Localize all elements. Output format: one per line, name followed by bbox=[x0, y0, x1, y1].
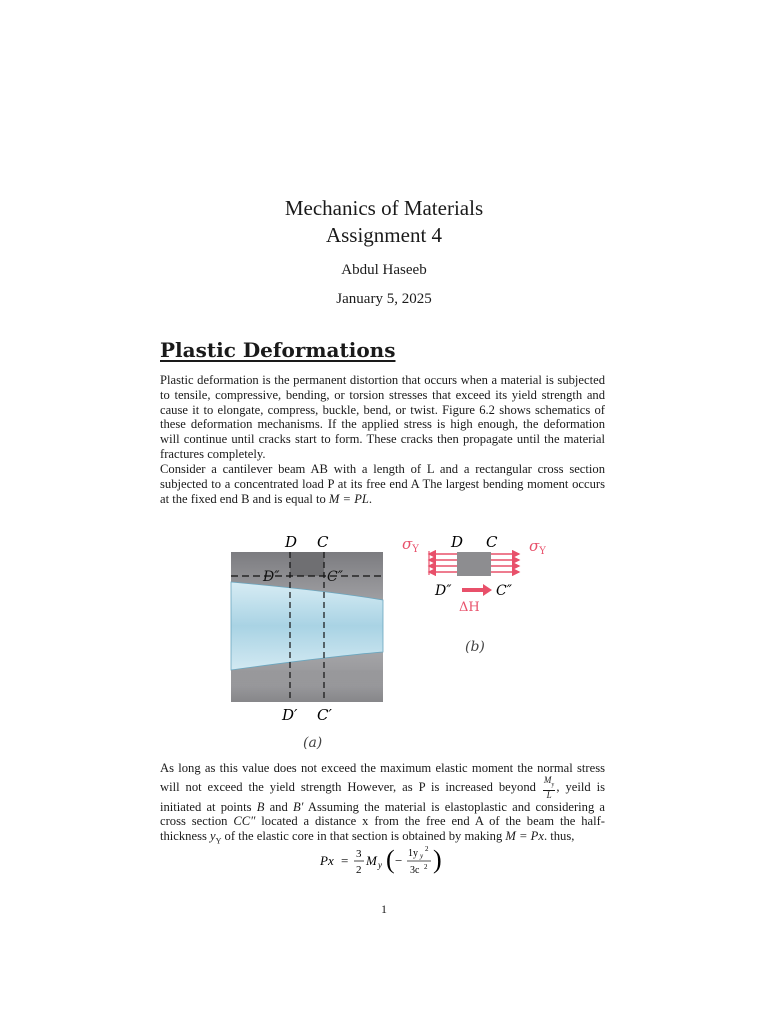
frac-denominator: L bbox=[546, 789, 552, 800]
sigma-left: $\sigma_Y$ bbox=[402, 535, 419, 555]
document-title: Mechanics of Materials bbox=[284, 196, 484, 220]
frac-numerator: M bbox=[543, 774, 552, 785]
delta-h-arrow bbox=[462, 584, 492, 596]
eq-inner-den-sup: 2 bbox=[424, 863, 428, 871]
eq-paren-right: ) bbox=[433, 845, 442, 874]
math-moment: M = PL bbox=[328, 491, 369, 506]
label-b-d-double: D″ bbox=[435, 583, 452, 599]
document-subtitle: Assignment 4 bbox=[325, 223, 443, 247]
eq-coef-num: 3 bbox=[356, 848, 362, 860]
eq-inner-num: 1y bbox=[408, 848, 418, 859]
eq-m-sub: y bbox=[378, 860, 382, 870]
label-b-c: C bbox=[486, 533, 498, 551]
equation-svg bbox=[318, 843, 458, 883]
beam-figure-svg bbox=[215, 530, 560, 755]
paragraph-cantilever-beam: Consider a cantilever beam AB with a length of L and a rectangular cross section subjected to a concentrated load P at its free end A The largest bending moment occurs at the fixed end B and is equal to M = PL. bbox=[160, 462, 605, 506]
math-m-px: M = Px bbox=[505, 829, 544, 844]
label-d: D bbox=[285, 533, 298, 551]
eq-inner-den: 3c bbox=[410, 865, 420, 876]
eq-inner-num-sub: y bbox=[420, 852, 424, 860]
figure-a bbox=[231, 533, 383, 751]
sigma-right: $\sigma_Y$ bbox=[529, 537, 546, 557]
delta-h-label: ΔH bbox=[459, 600, 480, 615]
stress-arrows-left bbox=[429, 551, 457, 575]
beam-figure bbox=[215, 530, 560, 755]
paragraph-text: Consider a cantilever beam AB with a length of L and a rectangular cross section subjected to a concentrated load P at its free end A The largest bending moment occurs at the fixed end B and is equal to bbox=[160, 462, 605, 506]
caption-a: (a) bbox=[303, 735, 323, 751]
author-name: Abdul Haseeb bbox=[341, 262, 427, 278]
label-d-prime: D′ bbox=[282, 706, 298, 724]
stress-arrows-right bbox=[491, 554, 519, 572]
paragraph-text: located a distance x from the free end A of the beam the half-thickness bbox=[160, 814, 605, 844]
beam-lower-shade bbox=[231, 670, 383, 702]
math-y-sub: Y bbox=[215, 836, 222, 846]
section-heading: Plastic Deformations bbox=[160, 338, 396, 362]
stress-element bbox=[457, 552, 491, 576]
math-y: y bbox=[210, 829, 216, 844]
caption-b: (b) bbox=[465, 639, 485, 655]
page-number: 1 bbox=[381, 902, 387, 916]
figure-b bbox=[402, 533, 546, 655]
label-b-d: D bbox=[451, 533, 464, 551]
document-date: January 5, 2025 bbox=[336, 291, 432, 307]
eq-coef-den: 2 bbox=[356, 864, 362, 876]
paragraph-yield-analysis bbox=[160, 761, 605, 850]
frac-numerator-sub: y bbox=[551, 781, 555, 788]
label-c-prime: C′ bbox=[317, 706, 332, 724]
eq-lhs: Px bbox=[320, 853, 334, 868]
eq-equals: = bbox=[341, 853, 349, 868]
eq-paren-left: ( bbox=[386, 845, 395, 874]
math-b: B bbox=[256, 799, 265, 814]
paragraph-text: and bbox=[264, 799, 293, 814]
label-c-double: C″ bbox=[327, 569, 343, 585]
label-c: C bbox=[317, 533, 329, 551]
eq-m: M bbox=[366, 853, 377, 868]
paragraph-text: . thus, bbox=[543, 829, 575, 844]
fraction-my-over-l bbox=[543, 776, 556, 800]
math-cc: CC″ bbox=[233, 814, 256, 829]
eq-inner-num-sup: 2 bbox=[425, 845, 429, 853]
label-d-double: D″ bbox=[263, 569, 280, 585]
equation-px bbox=[318, 843, 458, 887]
label-b-c-double: C″ bbox=[496, 583, 512, 599]
paragraph-plastic-deformation: Plastic deformation is the permanent distortion that occurs when a material is subjected to tensile, compressive, bending, or torsion stresses that exceed its yield strength and cause it to elongate, compress, buckle, bend, or twist. Figure 6.2 shows schematics of these deformation mechanisms. If the applied stress is high enough, the deformation will continue until cracks start to form. These cracks then propagate until the material fractures completely. bbox=[160, 373, 605, 461]
paragraph-text: of the elastic core in that section is obtained by making bbox=[221, 829, 506, 844]
element-dc bbox=[290, 552, 324, 576]
math-b-prime: B′ bbox=[292, 799, 304, 814]
paragraph-text: As long as this value does not exceed the maximum elastic moment the normal stress will not exceed the yield strength However, as P is increased beyond bbox=[160, 761, 605, 794]
eq-minus: − bbox=[395, 853, 403, 868]
paragraph-text: Assuming the material is elastoplastic and considering a cross section bbox=[160, 799, 606, 829]
paragraph-text: , yeild is initiated at points bbox=[160, 779, 605, 814]
